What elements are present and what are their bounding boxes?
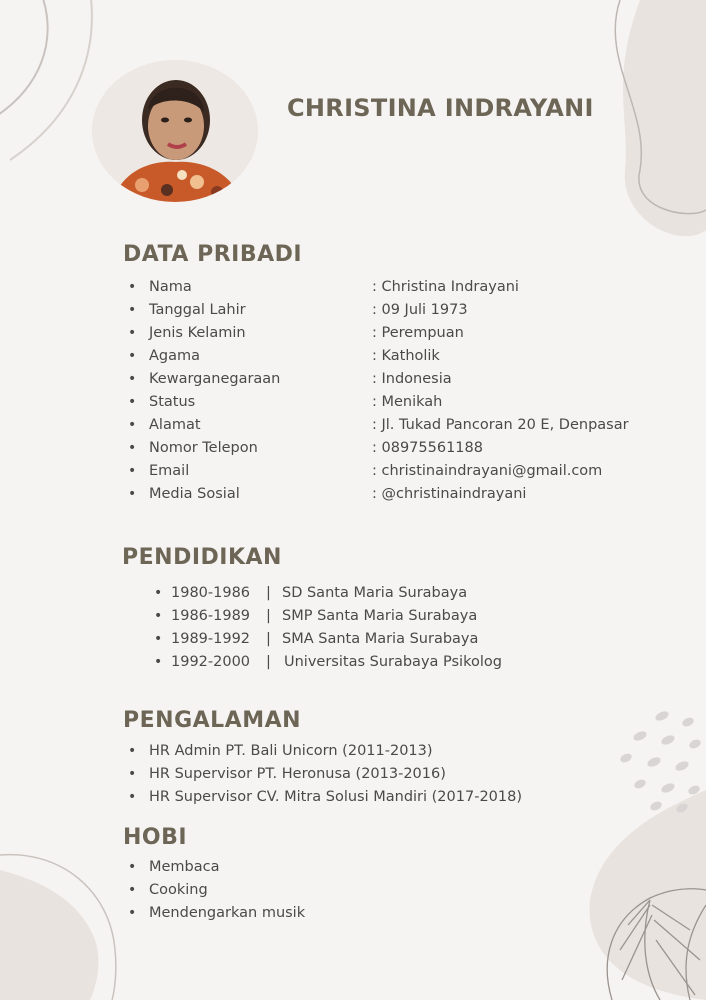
- list-item: • Tanggal Lahir : 09 Juli 1973: [128, 299, 688, 322]
- list-item: • Status : Menikah: [128, 391, 688, 414]
- bullet-icon: •: [154, 585, 163, 601]
- data-pribadi-heading: DATA PRIBADI: [123, 242, 303, 267]
- bullet-icon: •: [128, 279, 137, 295]
- list-item: • HR Supervisor PT. Heronusa (2013-2016): [128, 763, 598, 786]
- list-item: • Agama : Katholik: [128, 345, 688, 368]
- list-item: • Jenis Kelamin : Perempuan: [128, 322, 688, 345]
- pengalaman-heading: PENGALAMAN: [123, 708, 302, 733]
- list-item: • 1980-1986 | SD Santa Maria Surabaya: [154, 582, 574, 605]
- hobi-list: [128, 856, 428, 925]
- list-item: • Nomor Telepon : 08975561188: [128, 437, 688, 460]
- list-item: • Email : christinaindrayani@gmail.com: [128, 460, 688, 483]
- list-item: • HR Admin PT. Bali Unicorn (2011-2013): [128, 740, 598, 763]
- hobi-heading: HOBI: [123, 825, 188, 850]
- pendidikan-heading: PENDIDIKAN: [122, 545, 282, 570]
- portrait-photo-icon: [92, 60, 258, 202]
- bullet-icon: •: [154, 654, 163, 670]
- bullet-icon: •: [128, 859, 137, 875]
- bullet-icon: •: [128, 882, 137, 898]
- bullet-icon: •: [128, 417, 137, 433]
- bullet-icon: •: [128, 789, 137, 805]
- list-item: • Media Sosial : @christinaindrayani: [128, 483, 688, 506]
- page-title: CHRISTINA INDRAYANI: [287, 94, 594, 122]
- list-item: • Membaca: [128, 856, 428, 879]
- bullet-icon: •: [128, 905, 137, 921]
- decor-line: [0, 0, 48, 120]
- bullet-icon: •: [128, 440, 137, 456]
- bullet-icon: •: [128, 463, 137, 479]
- profile-photo: [92, 60, 258, 202]
- bullet-icon: •: [128, 743, 137, 759]
- decor-line: [10, 0, 92, 160]
- list-item: • Alamat : Jl. Tukad Pancoran 20 E, Denpasar: [128, 414, 688, 437]
- bullet-icon: •: [128, 371, 137, 387]
- bullet-icon: •: [128, 766, 137, 782]
- bullet-icon: •: [128, 302, 137, 318]
- data-pribadi-list: [128, 276, 688, 506]
- list-item: • HR Supervisor CV. Mitra Solusi Mandiri (2017-2018): [128, 786, 598, 809]
- list-item: • 1989-1992 | SMA Santa Maria Surabaya: [154, 628, 574, 651]
- bullet-icon: •: [128, 325, 137, 341]
- list-item: • Nama : Christina Indrayani: [128, 276, 688, 299]
- decor-blob: [0, 870, 98, 1000]
- list-item: • 1992-2000 | Universitas Surabaya Psikolog: [154, 651, 574, 674]
- list-item: • Cooking: [128, 879, 428, 902]
- pendidikan-list: [154, 582, 574, 674]
- bullet-icon: •: [154, 608, 163, 624]
- list-item: • Kewarganegaraan : Indonesia: [128, 368, 688, 391]
- list-item: • 1986-1989 | SMP Santa Maria Surabaya: [154, 605, 574, 628]
- bullet-icon: •: [128, 486, 137, 502]
- bullet-icon: •: [128, 348, 137, 364]
- pengalaman-list: [128, 740, 598, 809]
- bullet-icon: •: [128, 394, 137, 410]
- list-item: • Mendengarkan musik: [128, 902, 428, 925]
- bullet-icon: •: [154, 631, 163, 647]
